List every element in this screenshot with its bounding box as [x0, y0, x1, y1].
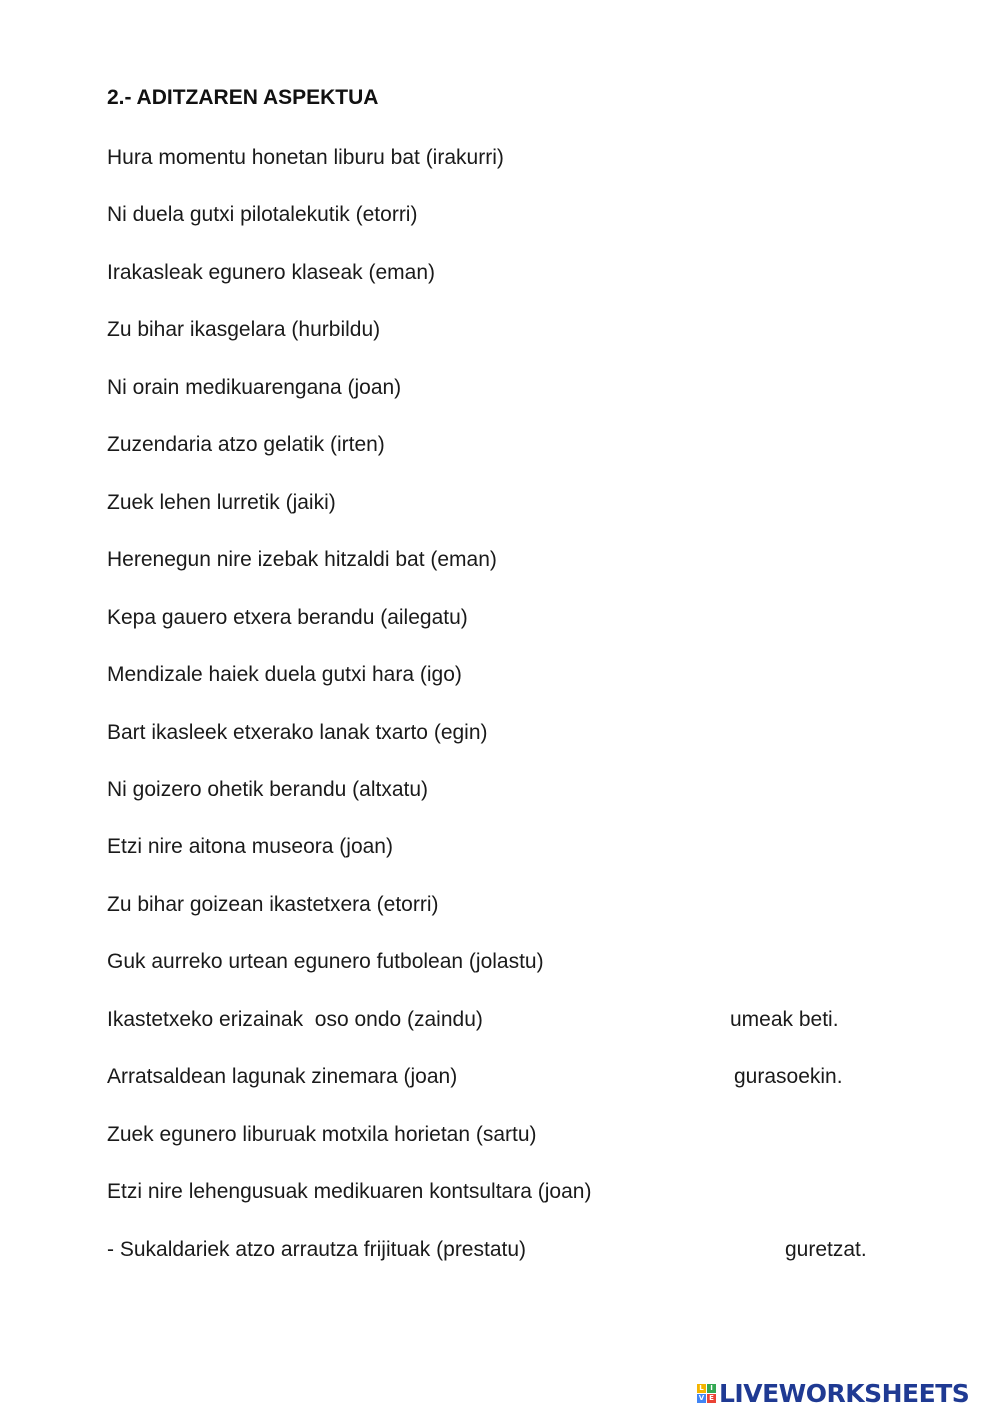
- liveworksheets-logo: [697, 1378, 969, 1408]
- exercise-line: Zu bihar goizean ikastetxera (etorri): [107, 892, 439, 916]
- logo-grid-cell: I: [707, 1384, 716, 1393]
- exercise-line: Zuek egunero liburuak motxila horietan (sartu): [107, 1122, 537, 1146]
- exercise-line: Mendizale haiek duela gutxi hara (igo): [107, 663, 462, 687]
- exercise-line-ending: umeak beti.: [730, 1007, 839, 1031]
- exercise-line: Hura momentu honetan liburu bat (irakurri): [107, 146, 504, 169]
- exercise-line: Ni orain medikuarengana (joan): [107, 375, 402, 399]
- exercise-line: Herenegun nire izebak hitzaldi bat (eman): [107, 548, 497, 572]
- exercise-line: Guk aurreko urtean egunero futbolean (jolastu): [107, 950, 544, 974]
- exercise-line: Zuek lehen lurretik (jaiki): [107, 490, 336, 514]
- exercise-line: Ni goizero ohetik berandu (altxatu): [107, 777, 429, 801]
- exercise-line: Zu bihar ikasgelara (hurbildu): [107, 318, 381, 342]
- exercise-line: Zuzendaria atzo gelatik (irten): [107, 433, 385, 457]
- logo-grid-icon: [697, 1384, 716, 1403]
- exercise-line: Bart ikasleek etxerako lanak txarto (egin): [107, 720, 488, 744]
- exercise-line: Arratsaldean lagunak zinemara (joan): [107, 1065, 458, 1089]
- exercise-line-ending: gurasoekin.: [734, 1065, 843, 1089]
- logo-grid-cell: E: [707, 1394, 716, 1403]
- logo-grid-cell: V: [698, 1393, 705, 1402]
- exercise-line-ending: guretzat.: [785, 1237, 867, 1261]
- worksheet-title: 2.- ADITZAREN ASPEKTUA: [107, 86, 379, 109]
- exercise-line: Etzi nire aitona museora (joan): [107, 835, 393, 859]
- exercise-line: Etzi nire lehengusuak medikuaren kontsultara (joan): [107, 1180, 592, 1204]
- exercise-line: Kepa gauero etxera berandu (ailegatu): [107, 605, 468, 629]
- exercise-line: Ikastetxeko erizainak oso ondo (zaindu): [107, 1007, 483, 1031]
- logo-text: LIVEWORKSHEETS: [719, 1378, 970, 1408]
- exercise-line: Irakasleak egunero klaseak (eman): [107, 260, 436, 284]
- logo-grid-cell: L: [697, 1384, 706, 1393]
- exercise-line: - Sukaldariek atzo arrautza frijituak (prestatu): [107, 1237, 527, 1261]
- exercise-line: Ni duela gutxi pilotalekutik (etorri): [107, 203, 418, 227]
